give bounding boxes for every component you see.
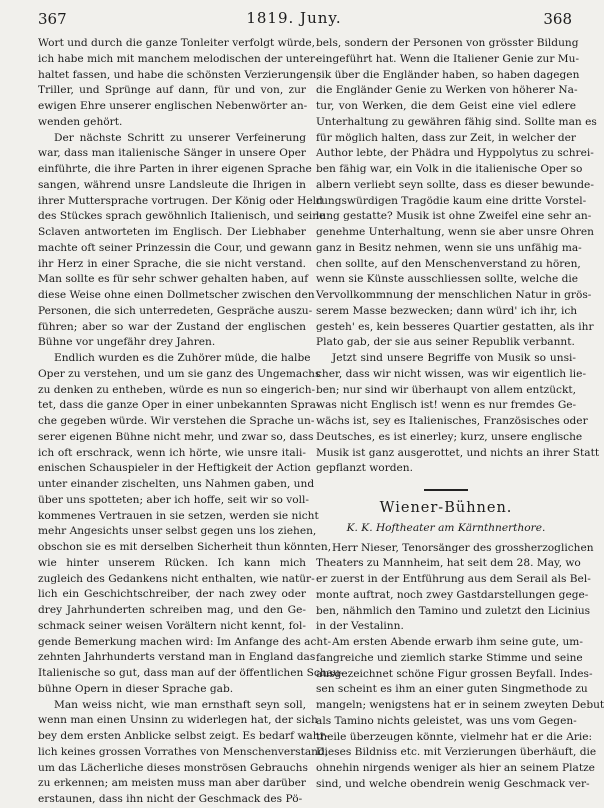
text-line: Der nächste Schritt zu unserer Verfeinerung [54,131,306,144]
text-line: er zuerst in der Entführung aus dem Serail als Bel- [316,573,591,585]
text-line: serer eigenen Bühne nicht mehr, und zwar so, dass [38,430,314,443]
text-line: che gegeben würde. Wir verstehen die Sprache un- [38,415,315,427]
text-line: chen sollte, auf den Menschenverstand zu hören, [316,257,581,270]
text-line: lich ein Geschichtschreiber, der nach zwey oder [38,588,306,601]
text-line: einführte, die ihre Parten in ihrer eigenen Sprache [38,163,312,175]
text-line: Author lebte, der Phädra und Hyppolytus zu schrei- [316,147,594,160]
text-line: zugleich des Gedankens nicht enthalten, wie natür- [38,572,315,585]
text-line: Theaters zu Mannheim, hat seit dem 28. May, wo [316,557,581,570]
paragraph [38,698,329,808]
text-line: Jetzt sind unsere Begriffe von Musik so unsi- [332,352,576,364]
text-line: die Engländer Genie zu Werken von höherer Na- [316,84,578,97]
text-line: drey Jahrhunderten schreiben mag, und den Ge- [38,604,306,616]
section-title: Wiener-Bühnen. [379,500,513,516]
text-line: um das Lächerliche dieses monströsen Gebrauchs [38,761,308,774]
text-line: Man weiss nicht, wie man ernsthaft seyn soll, [54,698,306,711]
text-line: ausgezeichnet schöne Figur grossen Beyfall. Indes- [316,667,593,680]
text-line: Triller, und Sprünge auf dann, für und von, zur [38,84,306,97]
text-line: Wort und durch die ganze Tonleiter verfolgt würde, [38,37,315,49]
text-line: rungswürdigen Tragödie kaum eine dritte Vorstel- [316,194,587,207]
text-line: Oper zu verstehen, und um sie ganz des Ungemachs [38,367,321,380]
text-line: Sclaven antworteten im Englisch. Der Liebhaber [38,226,306,238]
text-line: enischen Schauspieler in der Heftigkeit der Action [38,462,311,475]
page-header [0,0,588,34]
text-line: zu denken zu entheben, würde es nun so eingerich- [38,383,316,396]
text-line: albern verliebt seyn sollte, dass es dieser bewunde- [316,178,594,191]
text-line: ben; nur sind wir überhaupt von allem entzückt, [316,383,576,396]
text-line: sik über die Engländer haben, so haben dagegen [316,68,580,81]
text-line: theile überzeugen könnte, vielmehr hat er die Arie: [316,730,593,743]
text-line: Herr Nieser, Tenorsänger des grossherzoglichen [332,541,594,554]
text-line: wenn sie Künste ausschliessen sollte, welche die [316,273,579,286]
text-line: wie hinter unserem Rücken. Ich kann mich [38,556,306,569]
text-line: ich oft erschrack, wenn ich hörte, wie unsre itali- [38,446,306,459]
text-line: ben fähig war, ein Volk in die italienische Oper so [316,163,583,175]
text-line: erstaunen, dass ihn nicht der Geschmack des Pö- [38,793,303,805]
text-line: monte auftrat, noch zwey Gastdarstellungen gege- [316,588,589,601]
text-line: cher, dass wir nicht wissen, was wir eigentlich lie- [316,367,587,380]
text-line: ihr Herz in einer Sprache, die sie nicht verstand. [38,257,306,270]
text-line: Man sollte es für sehr schwer gehalten haben, auf [38,273,309,286]
paragraph [38,131,326,352]
paragraph [316,351,600,477]
text-line: bühne Opern in dieser Sprache gab. [38,682,234,695]
text-line: sangen, während unsre Landsleute die Ihrigen in [38,178,306,191]
section-divider [424,489,468,491]
text-line: was nicht Englisch ist! wenn es nur fremdes Ge- [316,399,577,412]
text-line: bey dem ersten Anblicke selbst zeigt. Es bedarf wahr- [38,730,329,742]
text-line: obschon sie es mit derselben Sicherheit thun könnten, [38,541,332,553]
section-subtitle: K. K. Hoftheater am Kärnthnerthore. [346,521,546,534]
paragraph [38,36,320,131]
text-line: unter einander zischelten, uns Nahmen gaben, und [38,478,315,490]
paragraph [316,635,604,793]
text-line: führen; aber so war der Zustand der englischen [38,320,306,333]
text-line: lich keines grossen Vorrathes von Menschenverstand, [38,745,329,758]
text-line: ewigen Ehre unserer englischen Nebenwörter an- [38,100,308,112]
text-line: ich habe mich mit manchem melodischen der unter- [38,52,319,65]
text-line: sen scheint es ihm an einer guten Singmethode zu [316,683,588,696]
text-line: haltet fassen, und habe die schönsten Verzierungen, [38,68,320,81]
left-column [38,36,344,808]
text-line: mangeln; wenigstens hat er in seinem zweyten Debut [316,699,604,711]
text-line: Bühne vor ungefähr drey Jahren. [38,336,216,349]
text-line: Plato gab, der sie aus seiner Republik verbannt. [316,336,575,349]
text-line: Italienische so gut, dass man auf der öffentlichen Schau- [38,667,344,679]
text-line: eingeführt hat. Wenn die Italiener Genie zur Mu- [316,52,580,65]
right-column-text-top [316,36,600,477]
text-line: ben, nähmlich den Tamino und zuletzt den Licinius [316,604,591,617]
text-line: gesteh' es, kein besseres Quartier gestatten, als ihr [316,320,594,333]
page-number-right: 368 [543,10,572,28]
text-line: schmack seiner weisen Vorältern nicht kennt, fol- [38,619,306,632]
text-line: machte oft seiner Prinzessin die Cour, und gewann [38,241,312,254]
text-line: tet, dass die ganze Oper in einer unbekannten Spra- [38,399,320,412]
text-line: Vervollkommnung der menschlichen Natur in grös- [316,289,592,301]
text-line: als Tamino nichts geleistet, was uns vom Gegen- [316,714,577,727]
text-line: diese Weise ohne einen Dollmetscher zwischen den [38,289,315,301]
text-line: Deutsches, es ist einerley; kurz, unsere englische [316,430,583,443]
text-line: für möglich halten, dass zur Zeit, in welcher der [316,131,576,144]
text-line: Dieses Bildniss etc. mit Verzierungen überhäuft, die [316,746,597,759]
text-line: ohnehin nirgends weniger als hier an seinem Platze [316,762,595,774]
text-line: gepflanzt worden. [316,462,413,475]
text-line: kommenes Vertrauen in sie setzen, werden sie nicht [38,509,319,522]
text-line: Am ersten Abende erwarb ihm seine gute, um- [332,636,583,648]
text-line: mehr Angesichts unser selbst gegen uns los ziehen, [38,525,317,538]
text-line: zu erkennen; am meisten muss man aber darüber [38,777,306,790]
text-line: fangreiche und ziemlich starke Stimme und seine [316,651,583,664]
text-line: lung gestatte? Musik ist ohne Zweifel eine sehr an- [316,210,592,223]
paragraph [38,351,344,698]
page-number-left: 367 [38,10,67,28]
text-line: war, dass man italienische Sänger in unsere Oper [38,147,306,160]
text-line: tur, von Werken, die dem Geist eine viel edlere [316,100,576,112]
text-line: wächs ist, sey es Italienisches, Französisches oder [316,415,588,427]
text-line: wenn man einen Unsinn zu widerlegen hat, der sich [38,714,318,727]
text-line: über uns spotteten; aber ich hoffe, seit wir so voll- [38,493,309,506]
right-column [316,36,604,793]
text-line: ganz in Besitz nehmen, wenn sie uns unfähig ma- [316,241,582,254]
right-column-text-bottom [316,541,604,793]
text-line: Unterhaltung zu gewähren fähig sind. Sollte man es [316,115,597,128]
text-line: serem Masse bezwecken; dann würd' ich ihr, ich [316,304,578,317]
text-line: zehnten Jahrhunderts verstand man in England das [38,651,316,664]
text-line: Musik ist ganz ausgerottet, und nichts an ihrer Statt [316,446,600,459]
text-line: ihrer Muttersprache vortrugen. Der König oder Held [38,194,323,207]
text-line: Personen, die sich unterredeten, Gespräche auszu- [38,304,313,317]
text-line: wenden gehört. [38,115,123,128]
text-line: des Stückes sprach gewöhnlich Italienisch, und seine [38,210,326,223]
paragraph [316,541,594,636]
text-line: sind, und welche obendrein wenig Geschmack ver- [316,777,590,790]
running-title: 1819. Juny. [246,9,342,27]
text-line: gende Bemerkung machen wird: Im Anfange des acht- [38,635,332,648]
text-line: in der Vestalinn. [316,620,404,633]
text-line: bels, sondern der Personen von grösster Bildung [316,37,579,49]
text-line: genehme Unterhaltung, wenn sie aber unsre Ohren [316,226,594,238]
text-line: Endlich wurden es die Zuhörer müde, die halbe [54,352,311,364]
paragraph [316,36,597,351]
